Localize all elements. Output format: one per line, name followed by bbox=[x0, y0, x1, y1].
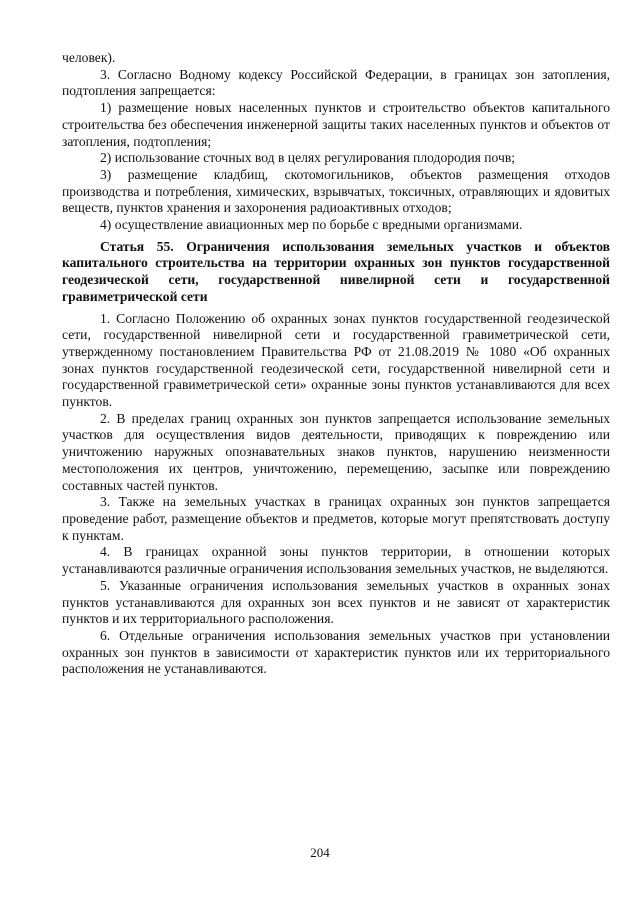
text-paragraph: 1. Согласно Положению об охранных зонах пунктов государственной геодезической сети, государственной нивелирной сети и государственной гравиметрической сети, утвержденному постановлением Правительства РФ от 21.08.2019 № 1080 «Об охранных зонах пунктов государственной геодезической сети, государственной нивелирной сети и государственной гравиметрической сети» охранные зоны пунктов устанавливаются для всех пунктов. bbox=[62, 310, 610, 410]
page-number: 204 bbox=[310, 845, 330, 860]
list-item: 2) использование сточных вод в целях регулирования плодородия почв; bbox=[100, 150, 516, 166]
text-paragraph: 5. Указанные ограничения использования земельных участков в охранных зонах пунктов устанавливаются для охранных зон всех пунктов и не зависят от характеристик пунктов и их территориального расположения. bbox=[62, 577, 610, 627]
text-paragraph: 4. В границах охранной зоны пунктов территории, в отношении которых устанавливаются различные ограничения использования земельных участков, не выделяются. bbox=[62, 544, 610, 577]
list-item: 3) размещение кладбищ, скотомогильников, объектов размещения отходов производства и потребления, химических, взрывчатых, токсичных, отравляющих и ядовитых веществ, пунктов хранения и захоронения радиоактивных отходов; bbox=[62, 166, 610, 216]
text-paragraph: 6. Отдельные ограничения использования земельных участков при установлении охранных зон пунктов в зависимости от характеристик пунктов или их территориального расположения не устанавливаются. bbox=[62, 627, 610, 677]
text-paragraph: 3. Согласно Водному кодексу Российской Федерации, в границах зон затопления, подтопления запрещается: bbox=[62, 66, 610, 99]
article-heading: Статья 55. Ограничения использования земельных участков и объектов капитального строительства на территории охранных зон пунктов государственной геодезической сети, государственной нивелирной сети и государственной гравиметрической сети bbox=[62, 238, 610, 304]
text-paragraph: человек). bbox=[62, 50, 116, 65]
list-item: 4) осуществление авиационных мер по борьбе с вредными организмами. bbox=[100, 217, 523, 233]
page-content bbox=[62, 50, 610, 678]
list-item: 1) размещение новых населенных пунктов и строительство объектов капитального строительства без обеспечения инженерной защиты таких населенных пунктов и объектов от затопления, подтопления; bbox=[62, 100, 610, 149]
text-paragraph: 3. Также на земельных участках в границах охранных зон пунктов запрещается проведение работ, размещение объектов и предметов, которые могут препятствовать доступу к пунктам. bbox=[62, 494, 610, 543]
text-paragraph: 2. В пределах границ охранных зон пунктов запрещается использование земельных участков для осуществления видов деятельности, приводящих к повреждению или уничтожению наружных опознавательных знаков пунктов, нарушению неизменности местоположения их центров, уничтожению, перемещению, засыпке или повреждению составных частей пунктов. bbox=[62, 410, 610, 493]
